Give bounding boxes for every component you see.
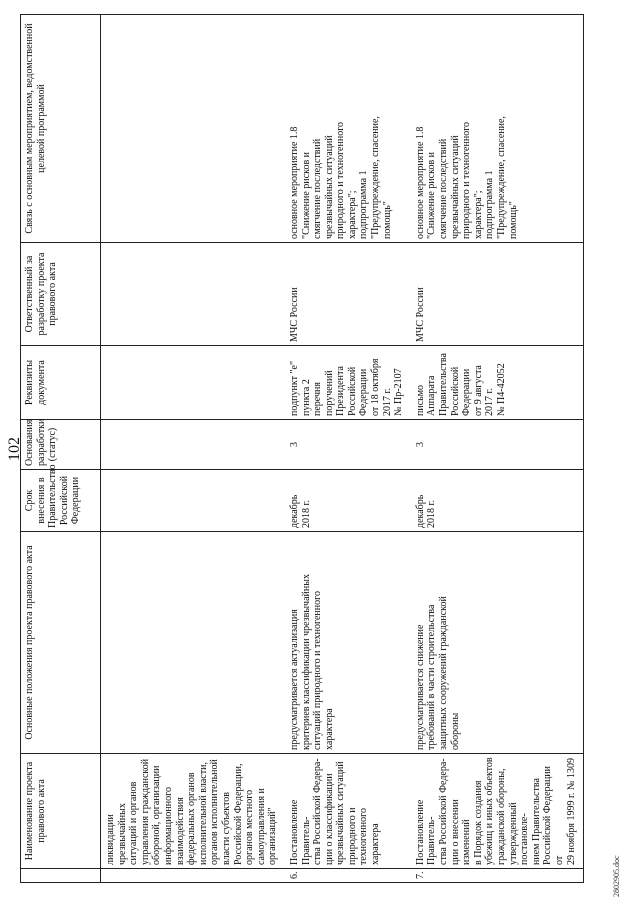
- table-header: [21, 15, 101, 883]
- cell-name: ликвидации чрезвычайных ситуаций и органов управления гражданской обороной, организации информационного взаимодействия федеральных органов исполнительной власти, органов исполнительной власти субъектов Российской Федерации, органов местного самоуправления и организаций": [101, 754, 285, 869]
- table-row: [285, 15, 411, 883]
- header-requisites: Реквизиты документа: [21, 346, 101, 420]
- cell-number: 6.: [285, 869, 411, 883]
- cell-responsible: [101, 243, 285, 346]
- cell-basis: 3: [411, 420, 584, 470]
- cell-requisites: письмо Аппарата Правительства Российской Федерации от 9 августа 2017 г. № П4-42052: [411, 346, 584, 420]
- header-responsible: Ответственный за разработку проекта правового акта: [21, 243, 101, 346]
- cell-number: [101, 869, 285, 883]
- cell-link: [101, 15, 285, 243]
- document-code: 2802905.doc: [612, 855, 621, 897]
- cell-provisions: предусматривается актуализация критериев классификации чрезвычайных ситуаций природного и техногенного характера: [285, 532, 411, 754]
- table-row: [411, 15, 584, 883]
- cell-provisions: предусматривается снижение требований в части строительства защитных сооружений гражданской обороны: [411, 532, 584, 754]
- cell-basis: 3: [285, 420, 411, 470]
- cell-responsible: МЧС России: [285, 243, 411, 346]
- header-number: [21, 869, 101, 883]
- cell-term: декабрь 2018 г.: [285, 470, 411, 532]
- cell-link: основное мероприятие 1.8 "Снижение рисков и смягчение последствий чрезвычайных ситуаций природного и техногенного характера"; подпрограмма 1 "Предупреждение, спасение, помощь": [411, 15, 584, 243]
- cell-basis: [101, 420, 285, 470]
- cell-requisites: [101, 346, 285, 420]
- header-name: Наименование проекта правового акта: [21, 754, 101, 869]
- header-provisions: Основные положения проекта правового акта: [21, 532, 101, 754]
- legislation-plan-table: [20, 14, 584, 883]
- cell-number: 7.: [411, 869, 584, 883]
- cell-name: Постановление Правитель- ства Российской Федера- ции о внесении изменений в Порядок создания убежищ и иных объектов гражданской обороны, утвержденный постановле- нием Правительства Российской Федерации от 29 ноября 1999 г. № 1309: [411, 754, 584, 869]
- header-basis: Основания разработки (статус): [21, 420, 101, 470]
- table-row: [101, 15, 285, 883]
- cell-term: [101, 470, 285, 532]
- cell-link: основное мероприятие 1.8 "Снижение рисков и смягчение последствий чрезвычайных ситуаций природного и техногенного характера"; подпрограмма 1 "Предупреждение, спасение, помощь": [285, 15, 411, 243]
- page-number: 102: [6, 437, 23, 461]
- header-link: Связь с основным мероприятием, ведомственной целевой программой: [21, 15, 101, 243]
- cell-responsible: МЧС России: [411, 243, 584, 346]
- cell-term: декабрь 2018 г.: [411, 470, 584, 532]
- cell-requisites: подпункт "е" пункта 2 перечня поручений Президента Российской Федерации от 18 октября 2017 г. № Пр-2107: [285, 346, 411, 420]
- cell-name: Постановление Правитель- ства Российской Федера- ции о классификации чрезвычайных ситуаций природного и техногенного характера: [285, 754, 411, 869]
- cell-provisions: [101, 532, 285, 754]
- header-term: Срок внесения в Правительство Российской Федерации: [21, 470, 101, 532]
